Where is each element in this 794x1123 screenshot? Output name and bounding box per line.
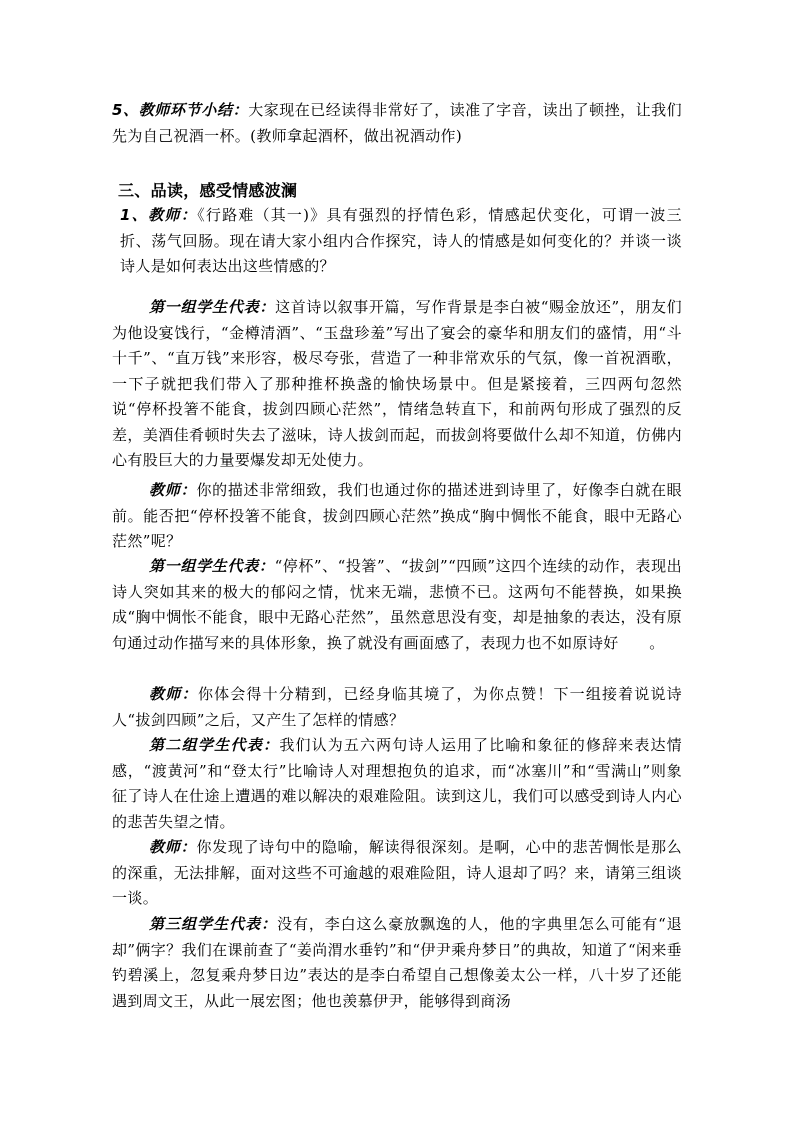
teacher-response-2-text: 你体会得十分精到，已经身临其境了，为你点赞！下一组接着说说诗人“拔剑四顾”之后，又产生了怎样的情感？	[112, 685, 682, 729]
teacher-question-label: 1、教师：	[120, 206, 198, 224]
group1-followup-paragraph	[112, 554, 682, 656]
teacher-summary-text: 大家现在已经读得非常好了，读准了字音，读出了顿挫，让我们先为自己祝酒一杯。(教师拿起酒杯，做出祝酒动作)	[112, 101, 682, 145]
teacher-response-1-text: 你的描述非常细致，我们也通过你的描述进到诗里了，好像李白就在眼前。能否把“停杯投箸不能食，拔剑四顾心茫然”换成“胸中惆怅不能食，眼中无路心茫然”呢？	[112, 481, 682, 550]
group3-label: 第三组学生代表：	[149, 915, 278, 933]
teacher-response-1-paragraph	[112, 478, 682, 555]
group3-answer-paragraph	[112, 912, 682, 1014]
teacher-label: 教师：	[149, 481, 197, 499]
teacher-label: 教师：	[149, 685, 198, 703]
teacher-question-text: 《行路难（其一)》具有强烈的抒情色彩，情感起伏变化，可谓一波三折、荡气回肠。现在请大家小组内合作探究，诗人的情感是如何变化的？并谈一谈诗人是如何表达出这些情感的？	[120, 206, 682, 275]
teacher-summary-paragraph	[112, 98, 682, 149]
teacher-label: 教师：	[149, 838, 197, 856]
group1-answer-text: 这首诗以叙事开篇，写作背景是李白被“赐金放还”，朋友们为他设宴饯行，“金樽清酒”、“玉盘珍羞”写出了宴会的豪华和朋友们的盛情，用“斗十千”、“直万钱”来形容，极尽夸张，营造了一种非常欢乐的气氛，像一首祝酒歌，一下子就把我们带入了那种推杯换盏的愉快场景中。但是紧接着，三四两句忽然说“停杯投箸不能食，拔剑四顾心茫然”，情绪急转直下，和前两句形成了强烈的反差，美酒佳肴顿时失去了滋味，诗人拔剑而起，而拔剑将要做什么却不知道，仿佛内心有股巨大的力量要爆发却无处使力。	[112, 298, 682, 469]
group1-answer-paragraph	[112, 295, 682, 474]
group1-followup-label: 第一组学生代表：	[149, 557, 275, 575]
group1-followup-text: “停杯”、“投箸”、“拔剑”“四顾”这四个连续的动作，表现出诗人突如其来的极大的郁闷之情，忧来无端，悲愤不已。这两句不能替换，如果换成“胸中惆怅不能食，眼中无路心茫然”，虽然意思没有变，却是抽象的表达，没有原句通过动作描写来的具体形象，换了就没有画面感了，表现力也不如原诗好 。	[112, 557, 682, 652]
group1-label: 第一组学生代表：	[149, 298, 276, 316]
teacher-summary-label: 5、教师环节小结：	[112, 101, 249, 119]
group2-answer-text: 我们认为五六两句诗人运用了比喻和象征的修辞来表达情感，“渡黄河”和“登太行”比喻诗人对理想抱负的追求，而“冰塞川”和“雪满山”则象征了诗人在仕途上遭遇的难以解决的艰难险阻。读到这儿，我们可以感受到诗人内心的悲苦失望之情。	[112, 736, 682, 831]
teacher-question-paragraph	[120, 203, 682, 280]
teacher-response-3-paragraph	[112, 835, 682, 912]
group3-answer-text: 没有，李白这么豪放飘逸的人，他的字典里怎么可能有“退却”俩字？我们在课前查了“姜尚渭水垂钓”和“伊尹乘舟梦日”的典故，知道了“闲来垂钓碧溪上，忽复乘舟梦日边”表达的是李白希望自己想像姜太公一样，八十岁了还能遇到周文王，从此一展宏图；他也羡慕伊尹，能够得到商汤	[112, 915, 683, 1010]
teacher-response-2-paragraph	[112, 682, 682, 733]
group2-label: 第二组学生代表：	[149, 736, 280, 754]
teacher-response-3-text: 你发现了诗句中的隐喻，解读得很深刻。是啊，心中的悲苦惆怅是那么的深重，无法排解，面对这些不可逾越的艰难险阻，诗人退却了吗？来，请第三组谈一谈。	[112, 838, 682, 907]
section-heading: 三、品读，感受情感波澜	[118, 181, 298, 200]
group2-answer-paragraph	[112, 733, 682, 835]
